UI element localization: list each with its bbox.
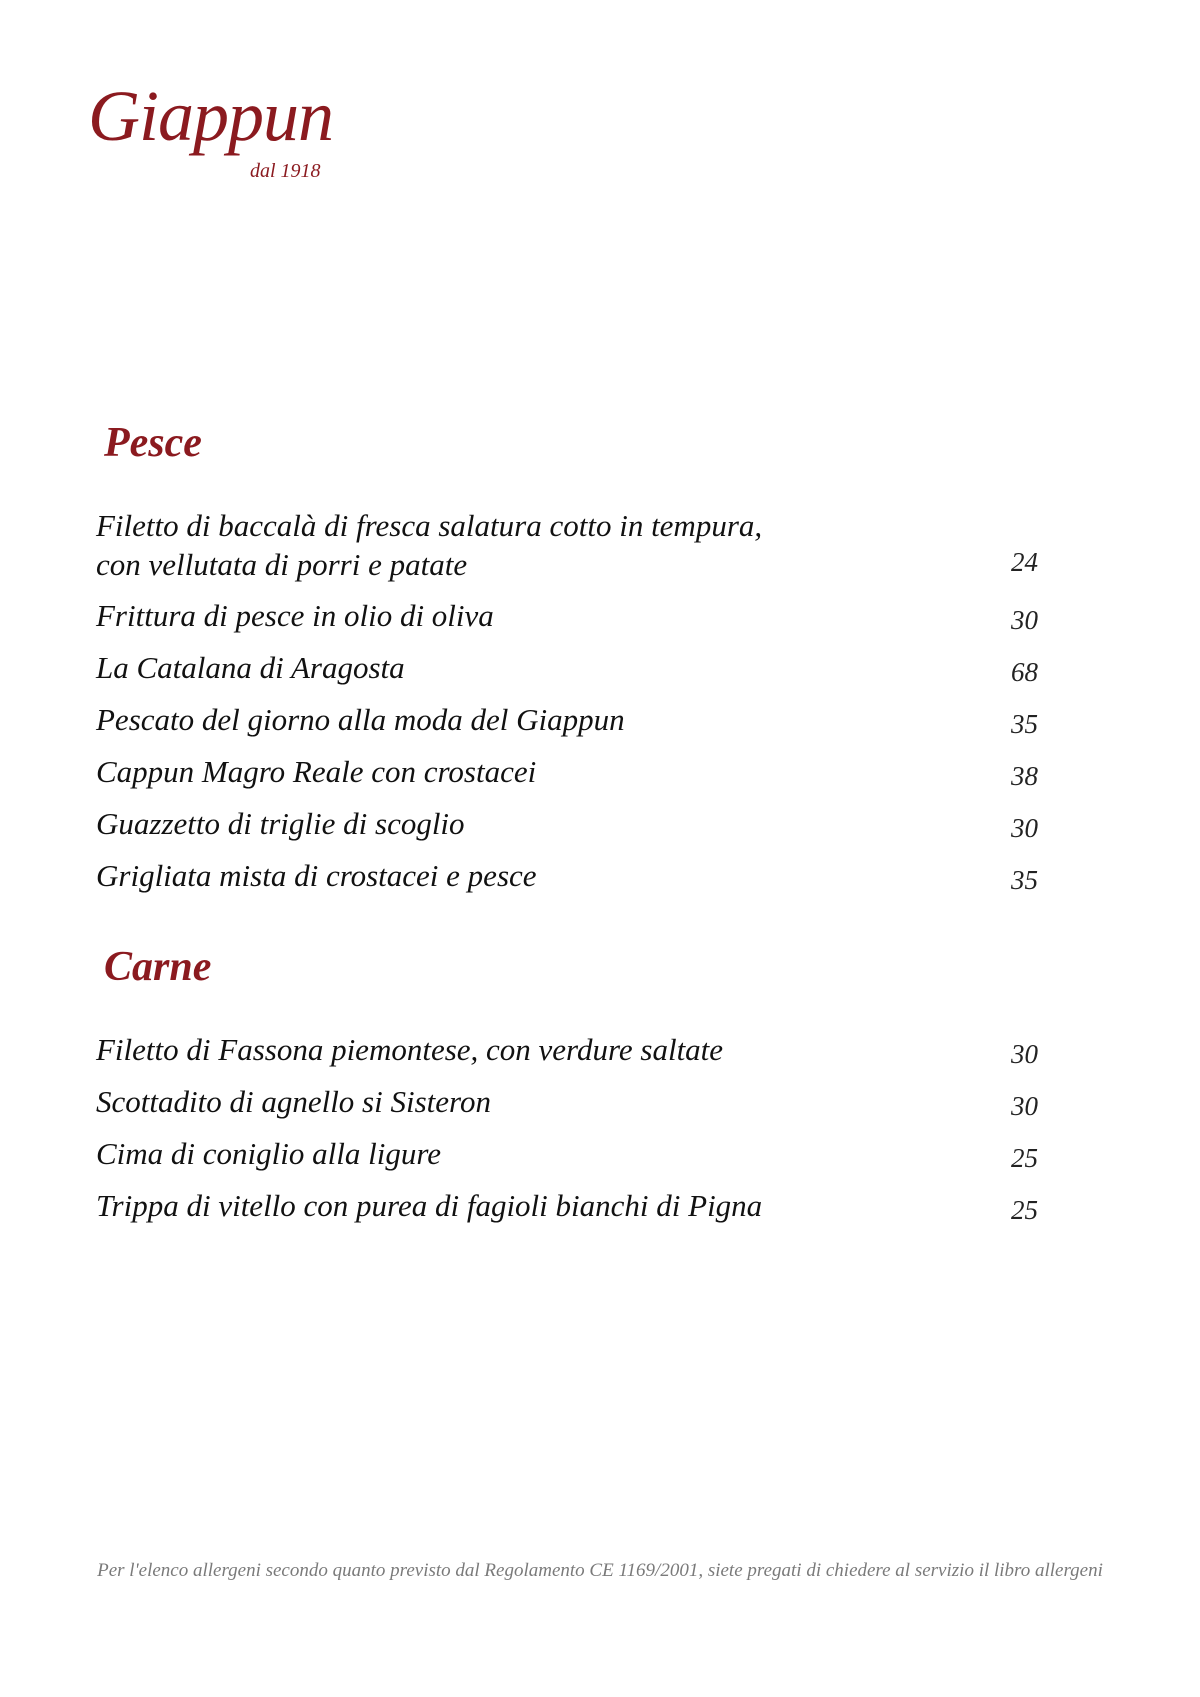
- restaurant-logo: [88, 76, 348, 190]
- menu-item-list: [96, 1030, 1056, 1238]
- menu-item-name: Pescato del giorno alla moda del Giappun: [96, 702, 625, 737]
- section-title: Carne: [104, 944, 212, 990]
- menu-item: [96, 752, 1056, 804]
- menu-item: [96, 1030, 1056, 1082]
- menu-item-name: La Catalana di Aragosta: [96, 650, 405, 685]
- menu-item-price: 25: [1011, 1143, 1038, 1173]
- menu-item-name: Filetto di baccalà di fresca salatura cotto in tempura, con vellutata di porri e patate: [96, 508, 763, 582]
- menu-item: [96, 804, 1056, 856]
- menu-item-price: 30: [1011, 1091, 1038, 1121]
- menu-item-price: 30: [1011, 605, 1038, 635]
- menu-item: [96, 1134, 1056, 1186]
- menu-item-name: Frittura di pesce in olio di oliva: [96, 598, 494, 633]
- menu-item: [96, 700, 1056, 752]
- menu-item: [96, 1186, 1056, 1238]
- menu-item-list: [96, 506, 1056, 908]
- section-title: Pesce: [104, 420, 202, 466]
- menu-item-price: 35: [1011, 709, 1038, 739]
- menu-item-name: Cima di coniglio alla ligure: [96, 1136, 442, 1171]
- menu-item-price: 24: [1011, 547, 1038, 577]
- menu-section-carne: [96, 942, 1056, 1238]
- allergen-notice: Per l'elenco allergeni secondo quanto previsto dal Regolamento CE 1169/2001, siete pregati di chiedere al servizio il libro allergeni: [97, 1560, 1103, 1581]
- menu-item-price: 25: [1011, 1195, 1038, 1225]
- menu-item-name: Cappun Magro Reale con crostacei: [96, 754, 537, 789]
- menu-item-price: 30: [1011, 1039, 1038, 1069]
- menu-item: [96, 856, 1056, 908]
- menu-item-name: Guazzetto di triglie di scoglio: [96, 806, 465, 841]
- menu-item-name: Scottadito di agnello si Sisteron: [96, 1084, 491, 1119]
- menu-item-price: 30: [1011, 813, 1038, 843]
- menu-section-pesce: [96, 418, 1056, 908]
- menu-item-price: 35: [1011, 865, 1038, 895]
- menu-item: [96, 1082, 1056, 1134]
- menu-item-price: 68: [1011, 657, 1038, 687]
- menu-item: [96, 648, 1056, 700]
- menu-item-name: Grigliata mista di crostacei e pesce: [96, 858, 537, 893]
- menu-item-price: 38: [1011, 761, 1038, 791]
- menu-item: [96, 506, 1056, 596]
- logo-subtitle: dal 1918: [250, 160, 321, 182]
- menu-item-name: Filetto di Fassona piemontese, con verdure saltate: [96, 1032, 724, 1067]
- menu-item: [96, 596, 1056, 648]
- logo-name: Giappun: [88, 76, 333, 156]
- menu-item-name: Trippa di vitello con purea di fagioli bianchi di Pigna: [96, 1188, 763, 1223]
